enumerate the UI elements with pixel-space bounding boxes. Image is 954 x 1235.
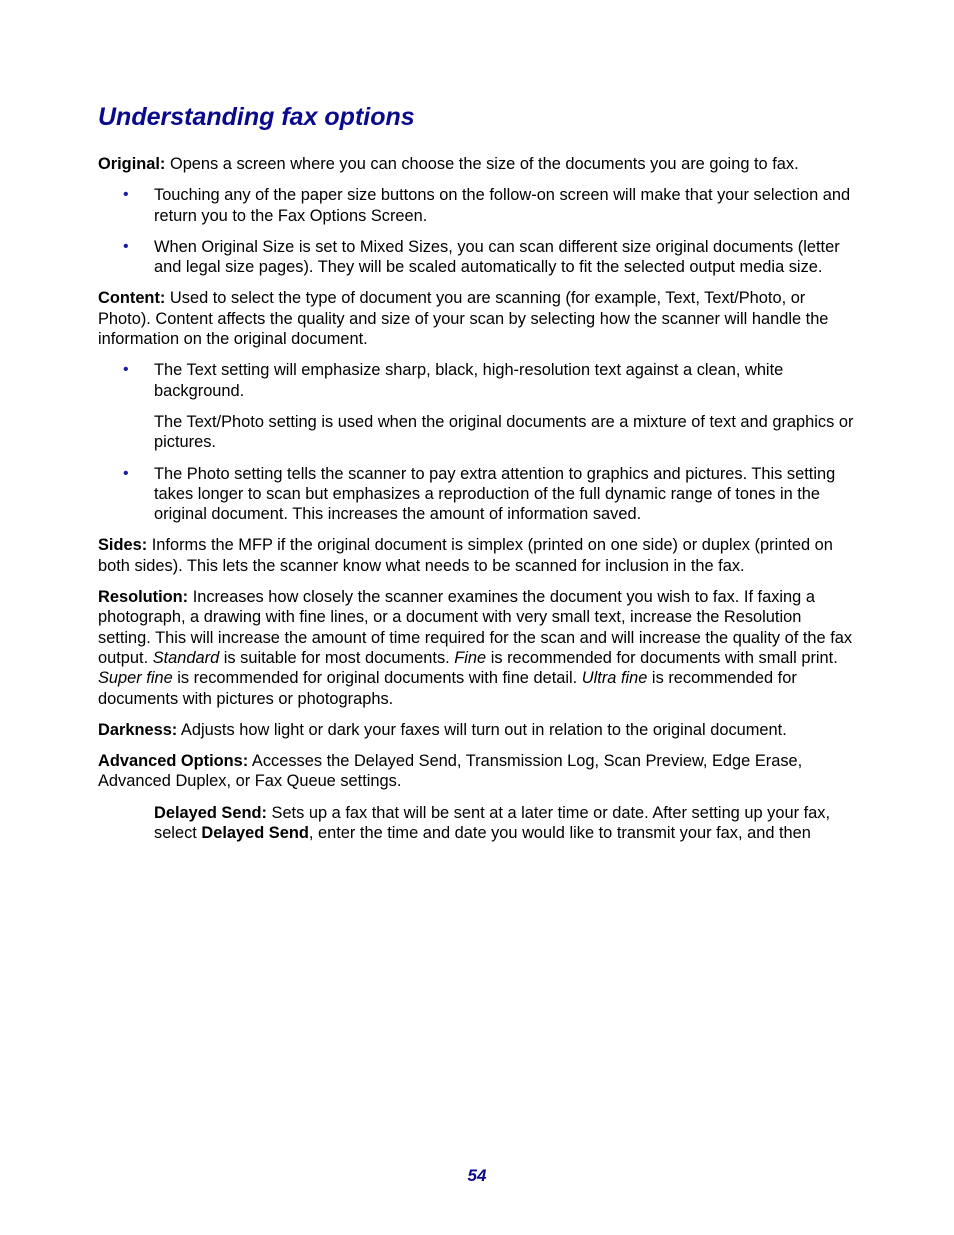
delayed-send-label: Delayed Send:: [154, 803, 267, 822]
delayed-send-paragraph: Delayed Send: Sets up a fax that will be sent at a later time or date. After setting up your fax, select Delayed Send, enter the time and date you would like to transmit your fax, and then: [154, 803, 830, 843]
darkness-label: Darkness:: [98, 720, 178, 739]
list-item: • The Text setting will emphasize sharp, black, high-resolution text against a clean, white background.: [123, 361, 784, 400]
content-paragraph: Content: Used to select the type of document you are scanning (for example, Text, Text/Photo, or Photo). Content affects the quality and size of your scan by selecting how the scanner will handle the information on the original document.: [98, 289, 829, 349]
advanced-options-paragraph: Advanced Options: Accesses the Delayed Send, Transmission Log, Scan Preview, Edge Erase, Advanced Duplex, or Fax Queue settings.: [98, 752, 803, 791]
sides-paragraph: Sides: Informs the MFP if the original document is simplex (printed on one side) or duplex (printed on both sides). This lets the scanner know what needs to be scanned for inclusion in the fax.: [98, 536, 833, 575]
page-number: 54: [467, 1166, 487, 1185]
bullet-icon: •: [123, 237, 129, 255]
original-label: Original:: [98, 155, 166, 173]
content-label: Content:: [98, 289, 166, 308]
original-paragraph: Original: Opens a screen where you can choose the size of the documents you are going to fax.: [98, 155, 799, 173]
advanced-options-label: Advanced Options:: [98, 752, 249, 771]
bullet-icon: •: [123, 186, 129, 204]
bullet-icon: •: [123, 361, 129, 379]
list-item: • Touching any of the paper size buttons on the follow-on screen will make that your selection and return you to the Fax Options Screen.: [123, 186, 851, 225]
sides-label: Sides:: [98, 536, 148, 555]
list-item: • When Original Size is set to Mixed Sizes, you can scan different size original documents (letter and legal size pages). They will be scaled automatically to fit the selected output media size.: [123, 237, 840, 277]
bullet-icon: •: [123, 464, 129, 482]
resolution-label: Resolution:: [98, 588, 189, 607]
body-text: [98, 154, 858, 854]
page-heading: Understanding fax options: [98, 103, 415, 131]
resolution-paragraph: Resolution: Increases how closely the scanner examines the document you wish to fax. If faxing a photograph, a drawing with fine lines, or a document with very small text, increase the Resolution setting. This will increase the amount of time required for the scan and will increase the quality of the fax output. Standard is suitable for most documents. Fine is recommended for documents with small print. Super fine is recommended for original documents with fine detail. Ultra fine is recommended for documents with pictures or photographs.: [98, 588, 853, 708]
list-item: • The Photo setting tells the scanner to pay extra attention to graphics and pictures. This setting takes longer to scan but emphasizes a reproduction of the full dynamic range of tones in the original document. This increases the amount of information saved.: [123, 464, 836, 524]
indented-paragraph: The Text/Photo setting is used when the original documents are a mixture of text and graphics or pictures.: [154, 412, 854, 452]
darkness-paragraph: Darkness: Adjusts how light or dark your faxes will turn out in relation to the original document.: [98, 720, 787, 739]
